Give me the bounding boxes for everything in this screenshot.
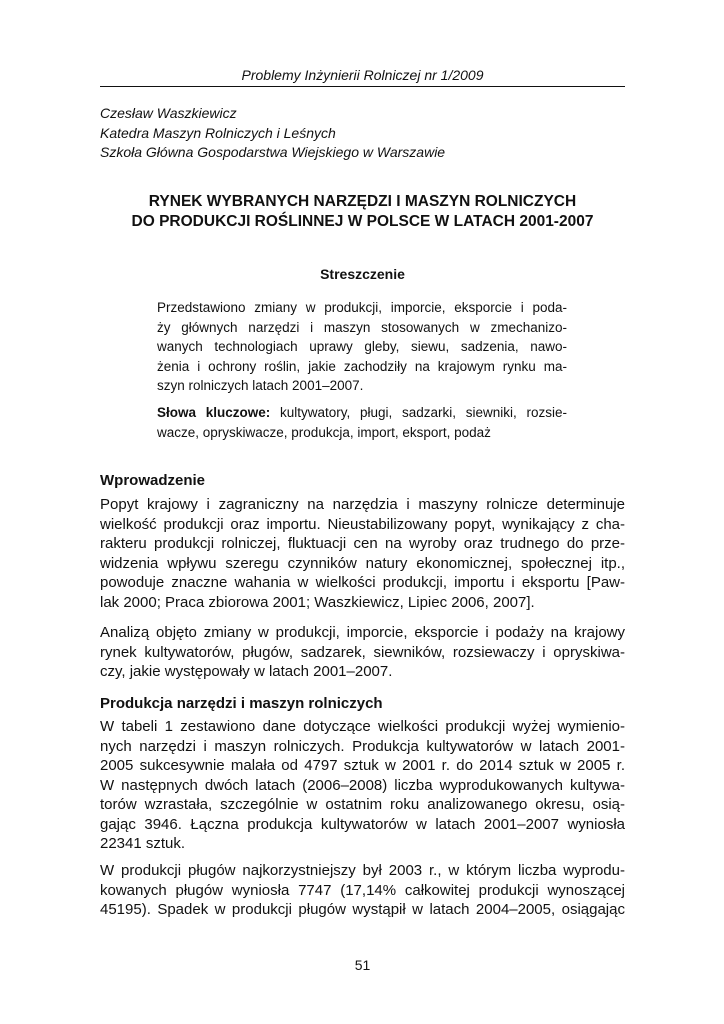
author-name: Czesław Waszkiewicz xyxy=(100,105,237,121)
paragraph-line: powoduje znaczne wahania w wielkości produkcji, importu i eksportu [Paw- xyxy=(100,574,625,591)
abstract-line: wanych technologiach uprawy gleby, siewu, sadzenia, nawo- xyxy=(157,339,567,354)
paragraph xyxy=(100,717,625,854)
paragraph xyxy=(100,623,625,682)
abstract-heading: Streszczenie xyxy=(320,266,405,282)
abstract-text xyxy=(157,298,567,396)
author-block xyxy=(100,104,625,163)
paragraph-line: W tabeli 1 zestawiono dane dotyczące wielkości produkcji wyżej wymienio- xyxy=(100,718,625,735)
paper-title-line-1: RYNEK WYBRANYCH NARZĘDZI I MASZYN ROLNICZYCH xyxy=(148,193,577,210)
paragraph-line: kowanych pługów wyniosła 7747 (17,14% całkowitej produkcji wynoszącej xyxy=(100,881,625,899)
paragraph-line: W produkcji pługów najkorzystniejszy był 2003 r., w którym liczba wyprodu- xyxy=(100,862,625,879)
keywords-label: Słowa kluczowe: xyxy=(157,405,271,420)
abstract-line: ży głównych narzędzi i maszyn stosowanych w zmechanizo- xyxy=(157,319,567,335)
keywords-line xyxy=(157,403,567,423)
paper-title xyxy=(100,192,625,232)
paragraph-line: 2005 sukcesywnie malała od 4797 sztuk w 2001 r. do 2014 sztuk w 2005 r. xyxy=(100,757,625,774)
abstract-line: żenia i ochrony roślin, jakie zachodziły na krajowym rynku ma- xyxy=(157,358,567,374)
paper-title-line-2: DO PRODUKCJI ROŚLINNEJ W POLSCE W LATACH 2001-2007 xyxy=(131,213,594,230)
paragraph-line: Popyt krajowy i zagraniczny na narzędzia i maszyny rolnicze determinuje xyxy=(100,496,625,513)
page-number: 51 xyxy=(354,957,371,973)
keywords-line: wacze, opryskiwacze, produkcja, import, eksport, podaż xyxy=(157,424,491,440)
paragraph-line: torów wzrastała, szczególnie w ostatnim roku analizowanego okresu, osią- xyxy=(100,796,625,813)
paragraph-line: czy, jakie występowały w latach 2001–2007. xyxy=(100,663,393,680)
header-divider xyxy=(100,86,625,87)
paragraph xyxy=(100,495,625,612)
paragraph-line: nych narzędzi i maszyn rolniczych. Produkcja kultywatorów w latach 2001- xyxy=(100,737,625,755)
author-department: Katedra Maszyn Rolniczych i Leśnych xyxy=(100,124,336,141)
paragraph-line: W następnych dwóch latach (2006–2008) liczba wyprodukowanych kultywa- xyxy=(100,776,625,794)
paragraph-line: rakteru produkcji rolniczej, fluktuacji cen na wyroby oraz trudnego do prze- xyxy=(100,535,625,552)
paragraph-line: widzenia wpływu szeregu czynników natury ekonomicznej, społecznej itp., xyxy=(100,554,625,572)
section-heading-introduction: Wprowadzenie xyxy=(100,472,206,489)
paragraph-line: gając 3946. Łączna produkcja kultywatorów w latach 2001–2007 wyniosła xyxy=(100,815,625,833)
paragraph-line: rynek kultywatorów, pługów, sadzarek, siewników, rozsiewaczy i opryskiwa- xyxy=(100,643,625,661)
paragraph xyxy=(100,861,625,920)
abstract-line: szyn rolniczych latach 2001–2007. xyxy=(157,378,364,393)
paragraph-line: 22341 sztuk. xyxy=(100,835,186,852)
paragraph-line: lak 2000; Praca zbiorowa 2001; Waszkiewicz, Lipiec 2006, 2007]. xyxy=(100,593,535,611)
paragraph-line: wielkość produkcji oraz importu. Nieustabilizowany popyt, wynikający z cha- xyxy=(100,515,625,533)
abstract-line: Przedstawiono zmiany w produkcji, imporcie, eksporcie i poda- xyxy=(157,300,567,315)
journal-header: Problemy Inżynierii Rolniczej nr 1/2009 xyxy=(241,67,484,83)
paragraph-line: Analizą objęto zmiany w produkcji, imporcie, eksporcie i podaży na krajowy xyxy=(100,624,625,641)
keywords xyxy=(157,403,567,442)
section-heading-production: Produkcja narzędzi i maszyn rolniczych xyxy=(100,695,383,712)
paragraph-line: 45195). Spadek w produkcji pługów wystąpił w latach 2004–2005, osiągając xyxy=(100,901,625,918)
author-university: Szkoła Główna Gospodarstwa Wiejskiego w Warszawie xyxy=(100,144,446,160)
keywords-list-part-1: kultywatory, pługi, sadzarki, siewniki, rozsie- xyxy=(270,405,567,420)
